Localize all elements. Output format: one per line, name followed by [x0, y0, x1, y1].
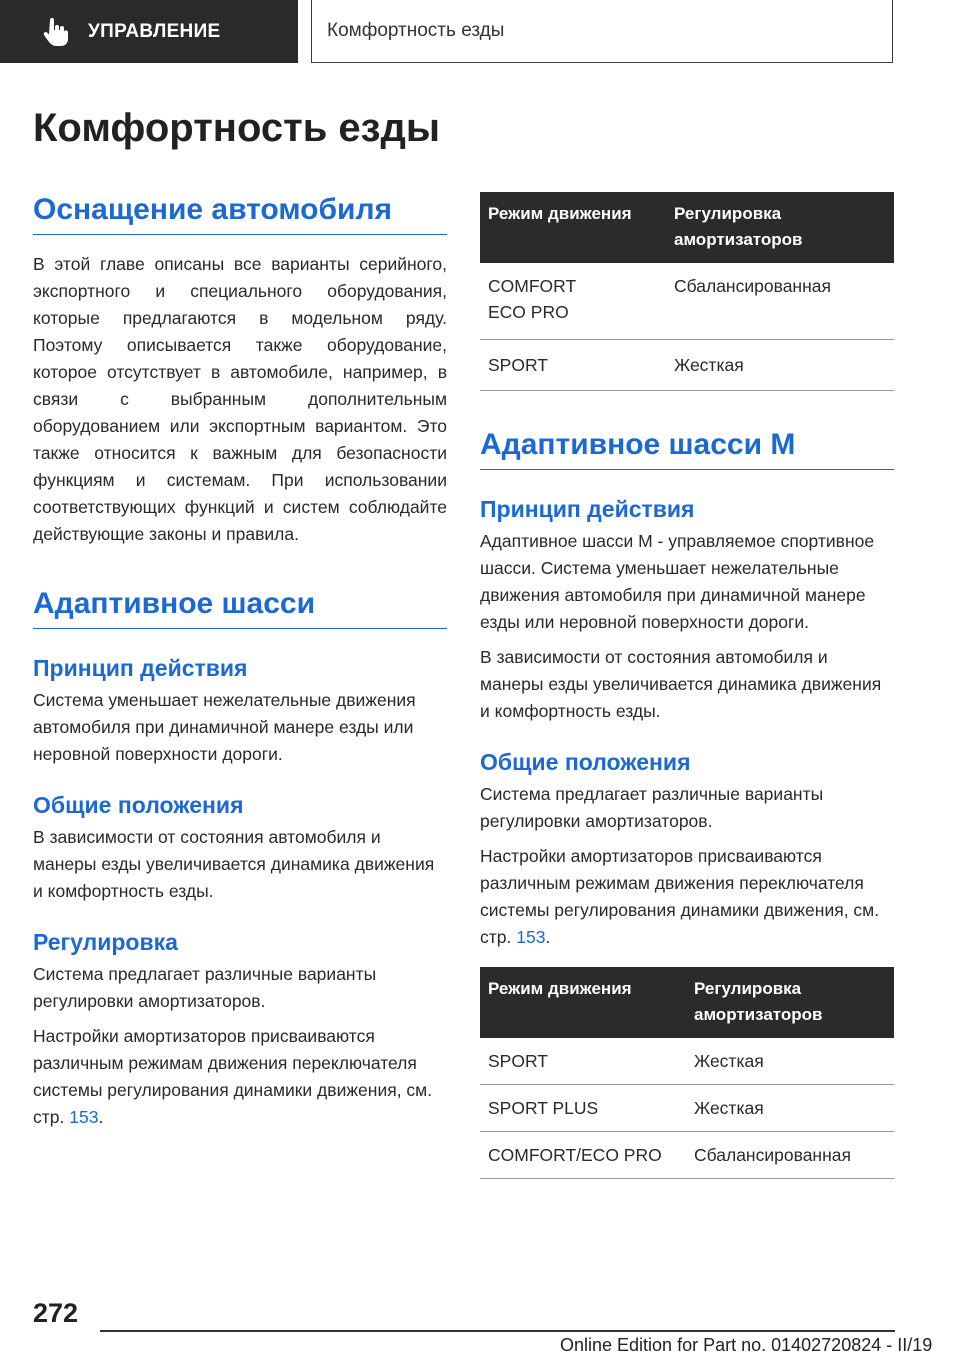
table-cell: COMFORT ECO PRO [480, 263, 666, 340]
equipment-heading: Оснащение автомобиля [33, 192, 447, 235]
table-row [480, 263, 894, 340]
table-cell: Жесткая [666, 340, 894, 391]
section-label: УПРАВЛЕНИЕ [88, 20, 221, 42]
principle-text: Адаптивное шасси M - управляемое спортивное шасси. Система уменьшает нежелательные движения автомобиля при динамичной манере езды или неровной поверхности дороги. [480, 531, 875, 632]
table-header: Регулировка амортизаторов [686, 967, 894, 1038]
table-cell: Сбалансированная [666, 263, 894, 340]
page-number: 272 [33, 1298, 79, 1328]
adaptive-chassis-heading: Адаптивное шасси [33, 586, 447, 629]
left-column [33, 192, 447, 1131]
table-cell: SPORT [480, 1038, 686, 1085]
section-tab [0, 0, 298, 63]
table-cell: Жесткая [686, 1038, 894, 1085]
table-row [480, 1038, 894, 1085]
equipment-text: В этой главе описаны все варианты серийного, экспортного и специального оборудования, которые предлагаются в модельном ряду. Поэтому описывается также оборудование, которое отсутствует в автомобиле, например, в связи с выбранным дополнительным оборудованием или экспортным вариантом. Это также относится к важным для безопасности функциям и системам. При использовании соответствующих функций и систем соблюдайте действующие законы и правила. [33, 254, 447, 544]
m-chassis-heading: Адаптивное шасси M [480, 427, 894, 470]
table-header: Режим движения [480, 967, 686, 1038]
table-cell: COMFORT/ECO PRO [480, 1132, 686, 1179]
principle-heading: Принцип действия [480, 496, 695, 522]
table-cell: SPORT PLUS [480, 1085, 686, 1132]
page-link[interactable]: 153 [69, 1107, 99, 1127]
table-cell: Жесткая [686, 1085, 894, 1132]
regulation-text-2: Настройки амортизаторов присваиваются различным режимам движения переключателя системы регулирования динамики движения, см. стр. 153. [33, 1026, 433, 1127]
principle-heading: Принцип действия [33, 655, 248, 681]
chapter-header [311, 0, 893, 63]
general-text: В зависимости от состояния автомобиля и манеры езды увеличивается динамика движения и комфортность езды. [33, 827, 435, 901]
table-header: Режим движения [480, 192, 666, 263]
right-column [480, 192, 894, 1179]
principle-text: Система уменьшает нежелательные движения автомобиля при динамичной манере езды или неровной поверхности дороги. [33, 690, 416, 764]
chapter-label: Комфортность езды [327, 20, 505, 41]
table-row [480, 1132, 894, 1179]
page-title: Комфортность езды [33, 106, 441, 150]
edition-note: Online Edition for Part no. 01402720824 - II/19 [560, 1335, 933, 1355]
damper-table-1 [480, 192, 894, 391]
table-row [480, 1085, 894, 1132]
damper-table-2 [480, 967, 894, 1179]
footer-divider [100, 1330, 895, 1332]
table-row [480, 340, 894, 391]
regulation-text: Система предлагает различные варианты регулировки амортизаторов. [33, 964, 377, 1011]
page-link[interactable]: 153 [516, 927, 546, 947]
hand-pointer-icon [42, 18, 68, 46]
table-cell: Сбалансированная [686, 1132, 894, 1179]
general-text-2: Настройки амортизаторов присваиваются различным режимам движения переключателя системы регулирования динамики движения, см. стр. 153. [480, 846, 880, 947]
table-header: Регулировка амортизаторов [666, 192, 894, 263]
general-heading: Общие положения [480, 749, 691, 775]
regulation-heading: Регулировка [33, 929, 178, 955]
table-cell: SPORT [480, 340, 666, 391]
general-heading: Общие положения [33, 792, 244, 818]
general-text: Система предлагает различные варианты регулировки амортизаторов. [480, 784, 824, 831]
principle-text-2: В зависимости от состояния автомобиля и манеры езды увеличивается динамика движения и комфортность езды. [480, 647, 882, 721]
